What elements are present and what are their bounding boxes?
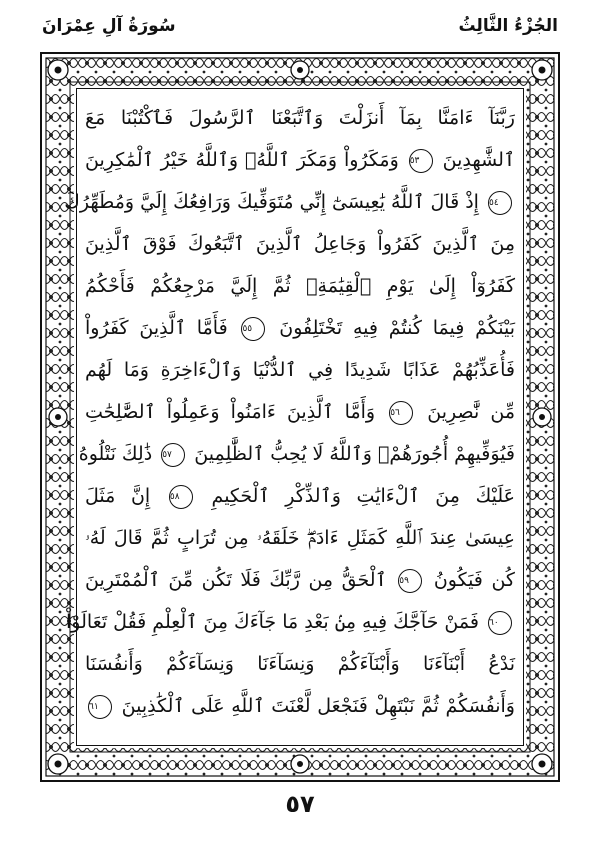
text-line [78, 433, 515, 475]
surah-header: سُورَةُ آلِ عِمْرَانَ [42, 16, 176, 36]
verse-text: ذَٰلِكَ نَتْلُوهُ [78, 443, 153, 465]
text-line [85, 97, 515, 139]
verse-text: فَمَنْ حَآجَّكَ فِيهِ مِنۢ بَعْدِ مَا جَآءَكَ مِنَ ٱلْعِلْمِ فَقُلْ تَعَالَوْاْ [66, 611, 479, 633]
verse-text: فَأُعَذِّبُهُمْ عَذَابًا شَدِيدًا فِي ٱلدُّنْيَا وَٱلْءَاخِرَةِ وَمَا لَهُم [85, 359, 515, 381]
juz-header: الجُزْءُ الثَّالِثُ [458, 16, 558, 36]
text-line [85, 517, 515, 559]
verse-text: ٱلْحَقُّ مِن رَّبِّكَ فَلَا تَكُن مِّنَ ٱلْمُمْتَرِينَ [85, 569, 387, 591]
verse-text: فَيُوَفِّيهِمْ أُجُورَهُمْۗ وَٱللَّهُ لَا يُحِبُّ ٱلظَّٰلِمِينَ [194, 443, 515, 465]
ayah-number-marker: ٥٧ [161, 443, 185, 467]
text-line [85, 475, 515, 517]
verse-text: عِيسَىٰ عِندَ ٱللَّهِ كَمَثَلِ ءَادَمَۖ خَلَقَهُۥ مِن تُرَابٍ ثُمَّ قَالَ لَهُۥ [85, 527, 515, 549]
verse-text: وَأَنفُسَكُمْ ثُمَّ نَبْتَهِلْ فَنَجْعَل لَّعْنَتَ ٱللَّهِ عَلَى ٱلْكَٰذِبِينَ [121, 695, 515, 717]
verse-text: مِّن نَّٰصِرِينَ [427, 401, 516, 423]
verse-text: وَأَمَّا ٱلَّذِينَ ءَامَنُواْ وَعَمِلُواْ ٱلصَّٰلِحَٰتِ [85, 401, 376, 423]
ayah-number-marker: ٦٠ [488, 611, 512, 635]
verse-text: إِنَّ مَثَلَ [85, 485, 151, 507]
ayah-number-marker: ٥٣ [409, 149, 433, 173]
verse-text: ٱلشَّٰهِدِينَ [442, 149, 515, 171]
text-panel [64, 88, 524, 746]
verse-text: كَفَرُوٓاْ إِلَىٰ يَوْمِ ٱلْقِيَٰمَةِۖ ثُمَّ إِلَيَّ مَرْجِعُكُمْ فَأَحْكُمُ [85, 275, 515, 297]
quran-text [64, 97, 516, 737]
ayah-number-marker: ٥٦ [389, 401, 413, 425]
verse-text: إِذْ قَالَ ٱللَّهُ يَٰعِيسَىٰٓ إِنِّي مُتَوَفِّيكَ وَرَافِعُكَ إِلَيَّ وَمُطَهِّرُكَ [64, 191, 479, 213]
verse-text: مِنَ ٱلَّذِينَ كَفَرُواْ وَجَاعِلُ ٱلَّذِينَ ٱتَّبَعُوكَ فَوْقَ ٱلَّذِينَ [85, 233, 515, 255]
text-line [85, 559, 515, 601]
text-line [85, 265, 515, 307]
text-line [66, 601, 515, 643]
verse-text: رَبَّنَآ ءَامَنَّا بِمَآ أَنزَلْتَ وَٱتَّبَعْنَا ٱلرَّسُولَ فَٱكْتُبْنَا مَعَ [85, 107, 515, 129]
ornamental-frame [40, 52, 560, 782]
text-line [85, 391, 515, 433]
verse-text: فَأَمَّا ٱلَّذِينَ كَفَرُواْ [85, 317, 228, 339]
ayah-number-marker: ٥٥ [241, 317, 265, 341]
text-line [64, 181, 515, 223]
text-line [85, 223, 515, 265]
verse-text: نَدْعُ أَبْنَآءَنَا وَأَبْنَآءَكُمْ وَنِسَآءَنَا وَنِسَآءَكُمْ وَأَنفُسَنَا [85, 653, 515, 675]
page-number: ٥٧ [285, 790, 315, 818]
ayah-number-marker: ٦١ [88, 695, 112, 719]
ayah-number-marker: ٥٨ [169, 485, 193, 509]
text-line [85, 643, 515, 685]
ayah-number-marker: ٥٤ [488, 191, 512, 215]
ayah-number-marker: ٥٩ [398, 569, 422, 593]
verse-text: وَمَكَرُواْ وَمَكَرَ ٱللَّهُۖ وَٱللَّهُ خَيْرُ ٱلْمَٰكِرِينَ [85, 149, 399, 171]
verse-text: بَيْنَكُمْ فِيمَا كُنتُمْ فِيهِ تَخْتَلِفُونَ [279, 317, 515, 339]
text-line [85, 307, 515, 349]
text-line [85, 685, 515, 727]
verse-text: كُن فَيَكُونُ [433, 569, 515, 591]
text-line [85, 349, 515, 391]
text-line [85, 139, 515, 181]
verse-text: عَلَيْكَ مِنَ ٱلْءَايَٰتِ وَٱلذِّكْرِ ٱلْحَكِيمِ [211, 485, 515, 507]
